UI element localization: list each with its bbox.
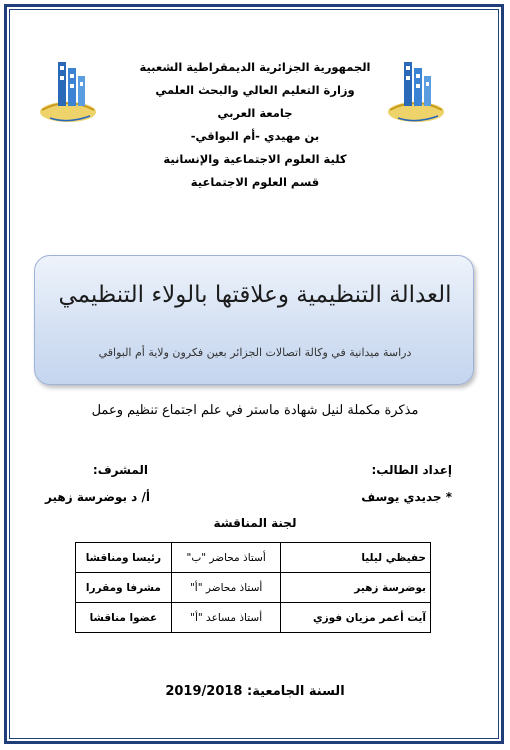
jury-member-rank: أستاذ مساعد "أ" [171, 603, 281, 633]
jury-member-name: آيت أعمر مزيان فوزي [281, 603, 431, 633]
jury-member-role: عضوا مناقشا [76, 603, 172, 633]
table-row [76, 543, 431, 573]
academic-year-value: 2019/2018 [165, 684, 243, 699]
header-ministry: وزارة التعليم العالي والبحث العلمي [155, 83, 355, 97]
jury-member-role: رئيسا ومناقشا [76, 543, 172, 573]
jury-member-role: مشرفا ومقررا [76, 573, 172, 603]
header-university: جامعة العربي [217, 106, 293, 120]
student-label: إعداد الطالب: [371, 463, 452, 477]
thesis-title: العدالة التنظيمية وعلاقتها بالولاء التنظيمي [58, 282, 452, 308]
academic-year-label: السنة الجامعية: [247, 684, 345, 699]
supervisor-name: أ/ د بوضرسة زهير [45, 490, 150, 504]
title-box [34, 255, 474, 385]
student-name: * جديدي يوسف [361, 490, 452, 504]
jury-member-name: بوضرسة زهير [281, 573, 431, 603]
memo-description: مذكرة مكملة لنيل شهادة ماستر في علم اجتماع تنظيم وعمل [91, 403, 419, 418]
header-faculty: كلية العلوم الاجتماعية والإنسانية [163, 152, 347, 166]
university-logo-right [376, 52, 456, 132]
jury-heading: لجنة المناقشة [213, 516, 297, 530]
table-row [76, 573, 431, 603]
jury-member-rank: أستاذ محاضر "ب" [171, 543, 281, 573]
header-department: قسم العلوم الاجتماعية [190, 175, 320, 189]
supervisor-label: المشرف: [92, 463, 148, 477]
academic-year [120, 684, 390, 699]
thesis-subtitle: دراسة ميدانية في وكالة اتصالات الجزائر بعين فكرون ولاية أم البواقي [98, 346, 412, 359]
jury-member-name: حفيظي ليليا [281, 543, 431, 573]
header-republic: الجمهورية الجزائرية الديمقراطية الشعبية [139, 60, 371, 74]
header-university-city: بن مهيدي -أم البواقي- [190, 129, 320, 143]
university-logo-left [32, 52, 112, 132]
jury-member-rank: أستاذ محاضر "أ" [171, 573, 281, 603]
jury-table [75, 542, 431, 633]
table-row [76, 603, 431, 633]
